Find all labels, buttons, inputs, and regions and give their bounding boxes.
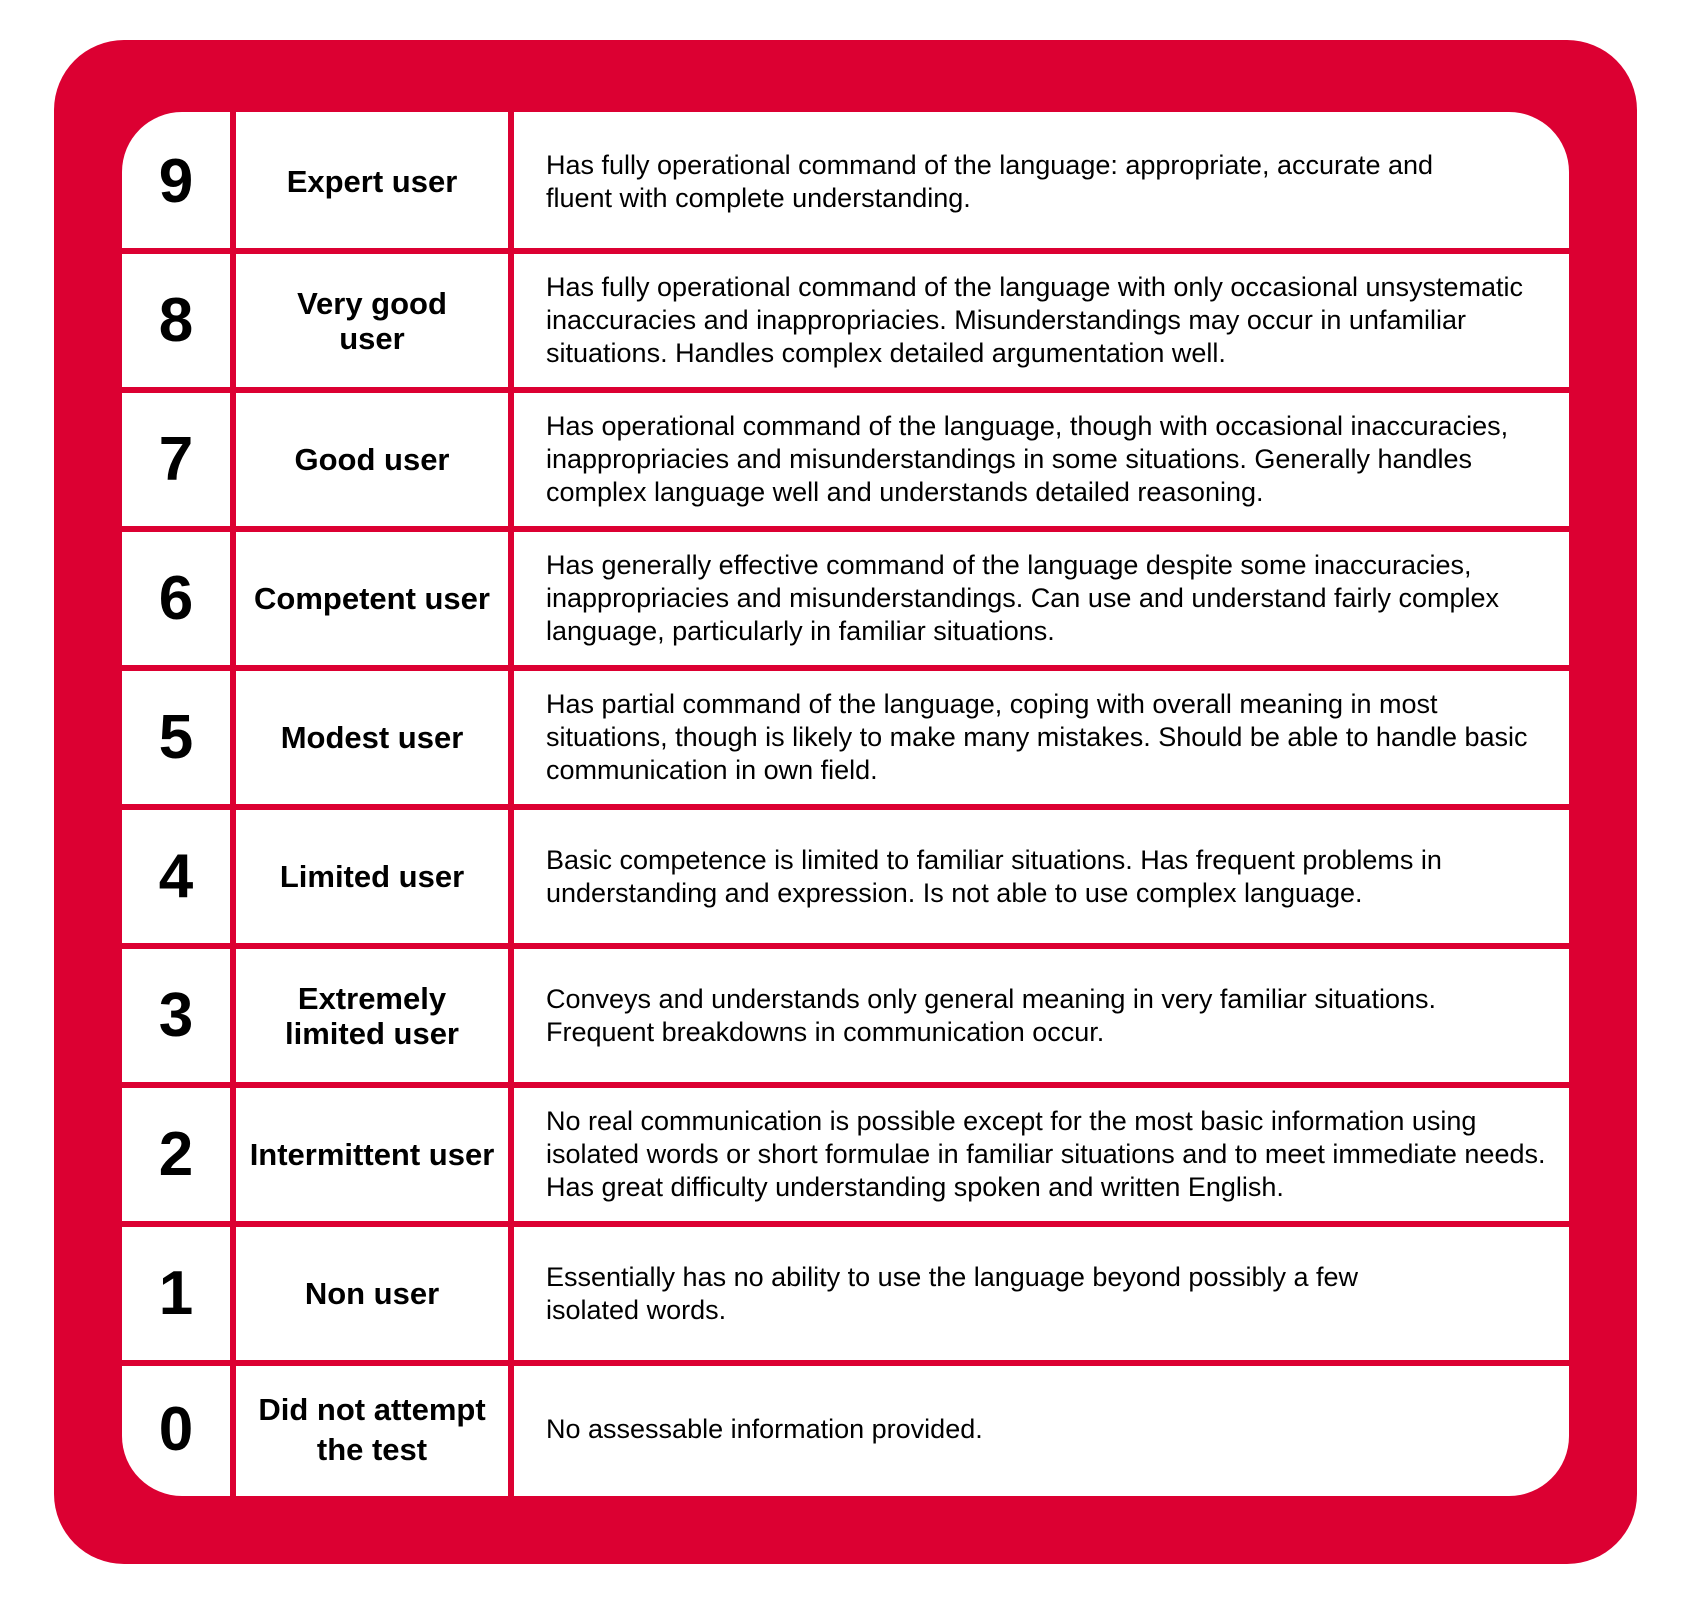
band-score: 9 [158,147,194,216]
band-skill-label: Non user [304,1276,440,1311]
band-scale-frame [54,40,1637,1564]
band-description: Has generally effective command of the language despite some inaccuracies, inappropriacies and misunderstandings. Can use and understand fairly complex language, particularly in familiar situations. [546,550,1500,646]
band-score: 4 [158,842,194,911]
band-row-6 [122,529,1569,668]
band-row-4 [122,807,1569,946]
band-score: 3 [158,981,194,1050]
band-score: 6 [158,564,194,633]
column-divider-label [508,112,514,1496]
band-skill-label: Very good user [297,285,447,356]
band-description: Basic competence is limited to familiar situations. Has frequent problems in understanding and expression. Is not able to use complex language. [546,844,1442,908]
band-row-0 [122,1363,1569,1496]
band-skill-label: Limited user [279,859,465,894]
band-description: Has fully operational command of the language: appropriate, accurate and fluent with complete understanding. [546,149,1434,213]
band-description: Has operational command of the language, though with occasional inaccuracies, inappropriacies and misunderstandings in some situations. Generally handles complex language well and understands detailed reasoning. [546,411,1509,507]
band-row-9 [122,112,1569,251]
band-description: No real communication is possible except for the most basic information using isolated words or short formulae in familiar situations and to meet immediate needs. Has great difficulty understanding spoken and written English. [546,1106,1546,1202]
band-row-5 [122,668,1569,807]
band-skill-label: Expert user [286,164,458,199]
band-skill-label: Intermittent user [249,1137,495,1172]
band-score: 1 [158,1259,194,1328]
band-score: 5 [158,703,194,772]
band-scale-table [122,112,1569,1496]
band-description: Essentially has no ability to use the language beyond possibly a few isolated words. [546,1261,1359,1325]
band-description: No assessable information provided. [546,1414,983,1444]
column-divider-score [230,112,236,1496]
band-skill-label: Modest user [280,720,464,755]
band-score: 8 [158,286,194,355]
band-score: 7 [158,425,194,494]
band-skill-label: Extremely limited user [285,980,459,1051]
band-description: Conveys and understands only general meaning in very familiar situations. Frequent breakdowns in communication occur. [546,983,1436,1047]
band-description: Has fully operational command of the language with only occasional unsystematic inaccuracies and inappropriacies. Misunderstandings may occur in unfamiliar situations. Handles complex detailed argumentation well. [546,272,1524,368]
band-score: 2 [158,1120,194,1189]
band-row-8 [122,251,1569,390]
band-score: 0 [158,1395,194,1464]
band-description: Has partial command of the language, coping with overall meaning in most situations, though is likely to make many mistakes. Should be able to handle basic communication in own field. [546,689,1528,785]
band-skill-label: Did not attempt the test [258,1391,486,1467]
band-row-3 [122,946,1569,1085]
band-skill-label: Competent user [254,581,490,616]
band-row-7 [122,390,1569,529]
band-row-2 [122,1085,1569,1224]
band-skill-label: Good user [294,442,450,477]
band-row-1 [122,1224,1569,1363]
